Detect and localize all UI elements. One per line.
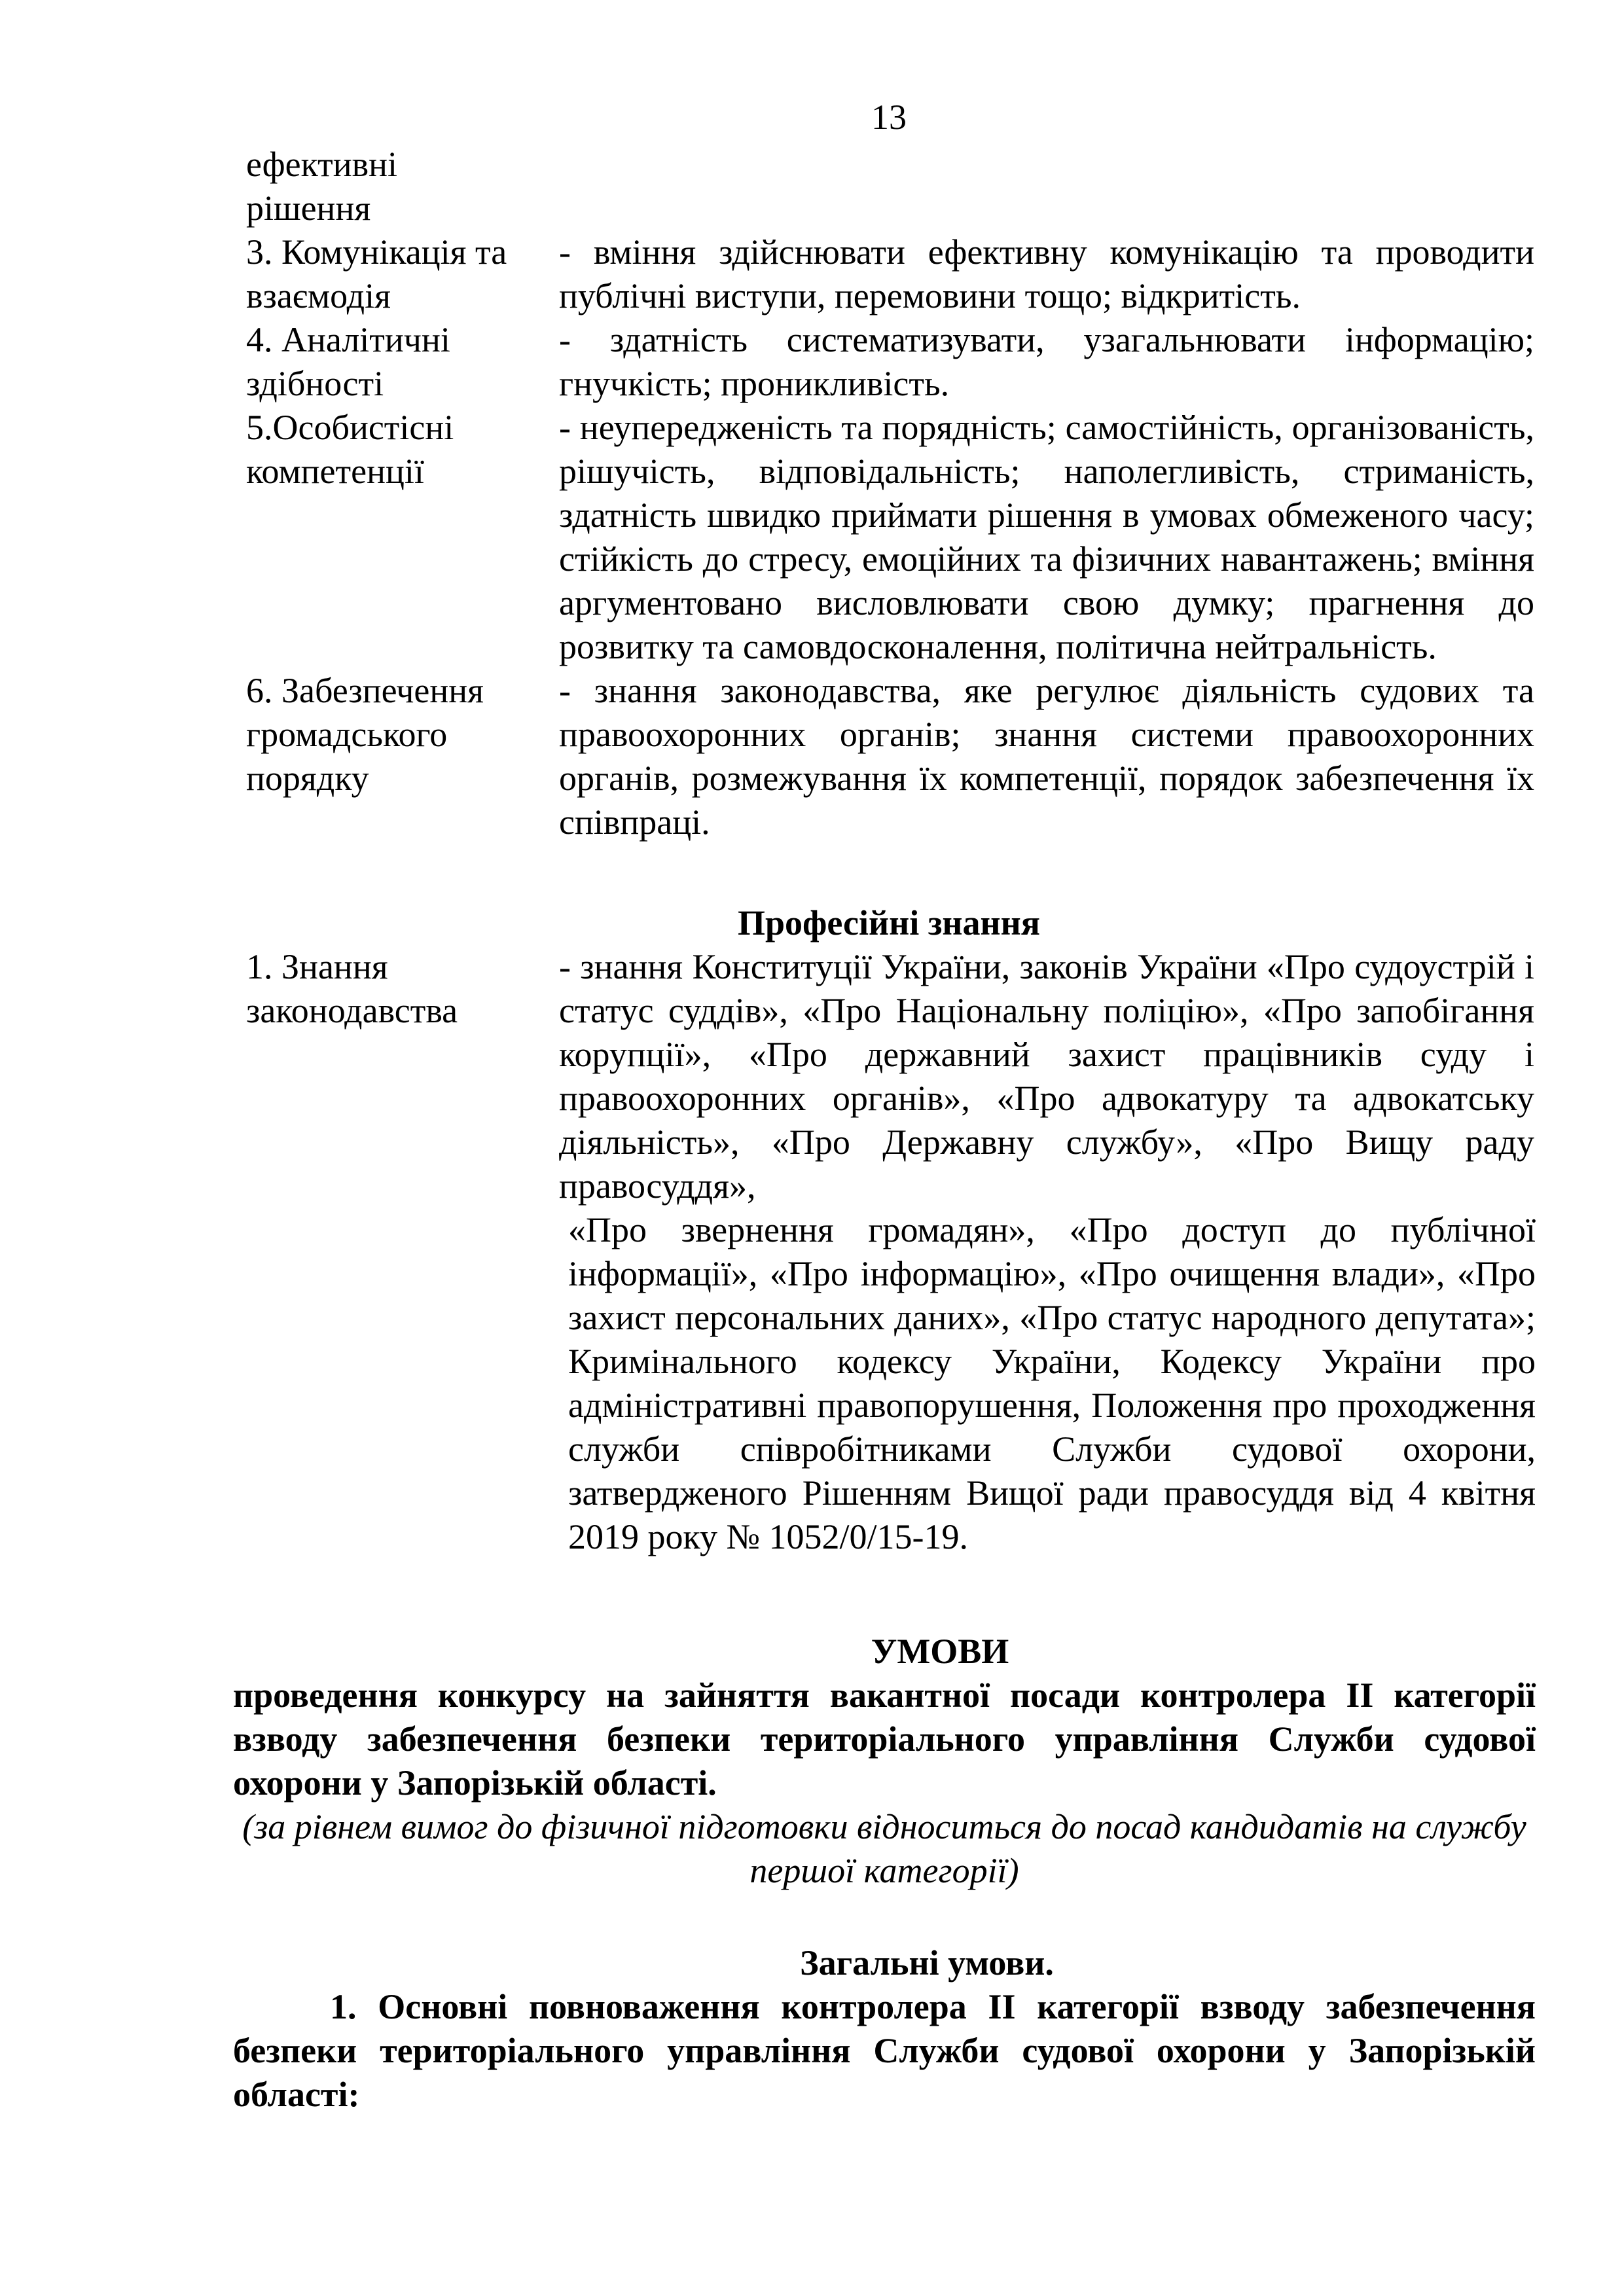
knowledge-text-part2: «Про звернення громадян», «Про доступ до публічної інформації», «Про інформацію», «Про очищення влади», «Про захист персональних даних», «Про статус народного депутата»; Кримінального кодексу України, Кодексу України про адміністративні правопорушення, Положення про проходження служби співробітниками Служби судової охорони, затвердженого Рішенням Вищої ради правосуддя від 4 квітня 2019 року № 1052/0/15-19. [568,1210,1536,1556]
table-row [246,230,1542,318]
table-row [246,945,1542,1559]
competency-label: 4. Аналітичні здібності [246,320,450,403]
competency-label: ефективні рішення [246,145,398,228]
page-number: 13 [871,98,907,137]
competency-text: - неупередженість та порядність; самостійність, організованість, рішучість, відповідальність; наполегливість, стриманість, здатність швидко приймати рішення в умовах обмеженого часу; стійкість до стресу, емоційних та фізичних навантажень; вміння аргументовано висловлювати свою думку; прагнення до розвитку та самовдосконалення, політична нейтральність. [559,408,1534,666]
competency-label: 6. Забезпечення громадського порядку [246,671,484,798]
table-row [246,318,1542,406]
conditions-section [233,1630,1536,2117]
competency-text: - вміння здійснювати ефективну комунікацію та проводити публічні виступи, перемовини тощо; відкритість. [559,232,1534,315]
competency-label: 3. Комунікація та взаємодія [246,232,507,315]
competency-table [246,143,1542,844]
competency-text: - здатність систематизувати, узагальнювати інформацію; гнучкість; проникливість. [559,320,1534,403]
general-conditions-item-1: 1. Основні повноваження контролера ІІ категорії взводу забезпечення безпеки територіального управління Служби судової охорони у Запорізькій області: [233,1987,1536,2114]
professional-knowledge-heading: Професійні знання [738,903,1040,942]
knowledge-text-block [559,945,1534,1559]
table-row [246,406,1542,669]
table-row [246,143,1542,230]
conditions-note: (за рівнем вимог до фізичної підготовки відноситься до посад кандидатів на службу першої категорії) [242,1807,1526,1890]
knowledge-text-part1: - знання Конституції України, законів України «Про судоустрій і статус суддів», «Про Національну поліцію», «Про запобігання корупції», «Про державний захист працівників суду і правоохоронних органів», «Про адвокатуру та адвокатську діяльність», «Про Державну службу», «Про Вищу раду правосуддя», [559,947,1534,1206]
competency-label: 5.Особистісні компетенції [246,408,454,491]
conditions-title: УМОВИ [871,1632,1009,1671]
knowledge-label: 1. Знання законодавства [246,947,458,1030]
professional-knowledge-table [246,945,1542,1559]
conditions-body: проведення конкурсу на зайняття вакантної посади контролера ІІ категорії взводу забезпечення безпеки територіального управління Служби судової охорони у Запорізькій області. [233,1676,1536,1803]
table-row [246,669,1542,844]
competency-text: - знання законодавства, яке регулює діяльність судових та правоохоронних органів; знання системи правоохоронних органів, розмежування їх компетенції, порядок забезпечення їх співпраці. [559,671,1534,842]
general-conditions-title: Загальні умови. [800,1943,1054,1982]
